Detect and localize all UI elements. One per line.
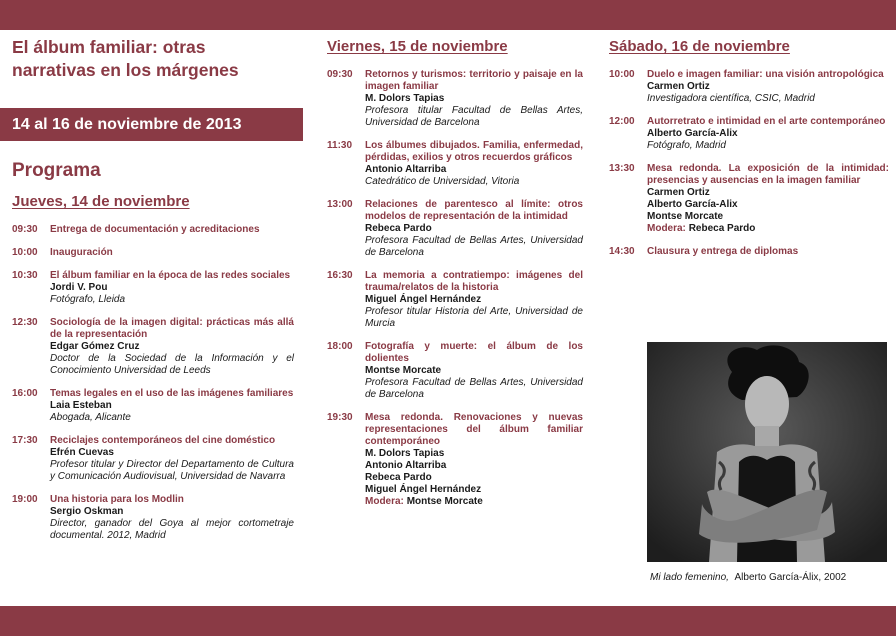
session-title: Entrega de documentación y acreditaciones: [50, 224, 260, 235]
speaker-name: M. Dolors Tapias: [365, 93, 445, 104]
session-title: Reciclajes contemporáneos del cine doméstico: [50, 435, 276, 446]
moderator-label: Modera:: [365, 496, 404, 507]
speaker-name: Antonio Altarriba: [365, 460, 447, 471]
session: [609, 163, 889, 235]
session: [327, 199, 583, 259]
session-time: 17:30: [12, 435, 38, 446]
speaker-affiliation: Abogada, Alicante: [50, 412, 131, 423]
moderator-label: Modera:: [647, 223, 686, 234]
session-title: El álbum familiar en la época de las redes sociales: [50, 270, 291, 281]
session: [609, 69, 889, 105]
day-title-viernes: Viernes, 15 de noviembre: [327, 38, 508, 55]
session: [12, 388, 294, 424]
speaker-name: Rebeca Pardo: [365, 223, 432, 234]
day-title-jueves: Jueves, 14 de noviembre: [12, 193, 190, 210]
speaker-affiliation: Fotógrafo, Madrid: [647, 140, 726, 151]
date-band: 14 al 16 de noviembre de 2013: [0, 108, 303, 141]
jueves-schedule: [12, 193, 294, 553]
speaker-name: Antonio Altarriba: [365, 164, 447, 175]
session-time: 16:30: [327, 270, 353, 281]
session: [12, 494, 294, 542]
session-title: Mesa redonda. Renovaciones y nuevas representaciones del álbum familiar contemporáneo: [365, 412, 583, 447]
speaker-name: Carmen Ortiz: [647, 81, 710, 92]
session: [12, 317, 294, 377]
speaker-name: M. Dolors Tapias: [365, 448, 445, 459]
session-title: Relaciones de parentesco al límite: otros modelos de representación de la intimidad: [365, 199, 583, 222]
session: [327, 140, 583, 188]
column-jueves: [12, 34, 294, 82]
session: [609, 116, 889, 152]
speaker-affiliation: Profesora Facultad de Bellas Artes, Universidad de Barcelona: [365, 235, 583, 258]
session-time: 13:00: [327, 199, 353, 210]
speaker-affiliation: Doctor de la Sociedad de la Información y el Conocimiento Universidad de Leeds: [50, 353, 294, 376]
session-time: 18:00: [327, 341, 353, 352]
speaker-affiliation: Catedrático de Universidad, Vitoria: [365, 176, 520, 187]
speaker-name: Rebeca Pardo: [365, 472, 432, 483]
column-viernes: [327, 38, 583, 519]
caption-author: Alberto García-Álix, 2002: [734, 572, 847, 583]
moderator-line: [365, 496, 583, 508]
session: [327, 69, 583, 129]
session: [12, 435, 294, 483]
session-title: Inauguración: [50, 247, 113, 258]
session: [327, 270, 583, 330]
speaker-name: Alberto García-Alix: [647, 199, 738, 210]
session-title: Clausura y entrega de diplomas: [647, 246, 799, 257]
session-title: Autorretrato e intimidad en el arte contemporáneo: [647, 116, 886, 127]
column-sabado: [609, 38, 889, 269]
session-time: 12:00: [609, 116, 635, 127]
session-time: 14:30: [609, 246, 635, 257]
session-title: Mesa redonda. La exposición de la intimidad: presencias y ausencias en la imagen familiar: [647, 163, 889, 186]
page-title: El álbum familiar: otras narrativas en los márgenes: [12, 37, 239, 80]
speaker-name: Laia Esteban: [50, 400, 112, 411]
speaker-name: Jordi V. Pou: [50, 282, 108, 293]
session-time: 11:30: [327, 140, 353, 151]
speaker-affiliation: Profesor titular y Director del Departamento de Cultura y Comunicación Audiovisual, Universidad de Navarra: [50, 459, 294, 482]
speaker-name: Sergio Oskman: [50, 506, 124, 517]
session-time: 10:00: [609, 69, 635, 80]
speaker-name: Montse Morcate: [647, 211, 724, 222]
speaker-name: Edgar Gómez Cruz: [50, 341, 140, 352]
session-title: Temas legales en el uso de las imágenes familiares: [50, 388, 294, 399]
top-color-bar: [0, 0, 896, 30]
moderator-line: [647, 223, 889, 235]
moderator-name: Montse Morcate: [406, 496, 483, 507]
speaker-name: Montse Morcate: [365, 365, 442, 376]
caption-title: Mi lado femenino,: [650, 572, 729, 583]
session-title: Duelo e imagen familiar: una visión antropológica: [647, 69, 884, 80]
speaker-affiliation: Profesora Facultad de Bellas Artes, Universidad de Barcelona: [365, 377, 583, 400]
speaker-name: Efrén Cuevas: [50, 447, 114, 458]
session: [12, 224, 294, 236]
session-time: 10:30: [12, 270, 38, 281]
speaker-affiliation: Director, ganador del Goya al mejor cortometraje documental. 2012, Madrid: [50, 518, 294, 541]
moderator-name: Rebeca Pardo: [688, 223, 756, 234]
photo-caption: [650, 572, 890, 583]
day-title-sabado: Sábado, 16 de noviembre: [609, 38, 790, 55]
programa-heading: Programa: [12, 160, 101, 181]
session-title: Los álbumes dibujados. Familia, enfermedad, pérdidas, exilios y otros recuerdos gráficos: [365, 140, 583, 163]
session: [609, 246, 889, 258]
speaker-affiliation: Profesora titular Facultad de Bellas Artes, Universidad de Barcelona: [365, 105, 583, 128]
session-title: Fotografía y muerte: el álbum de los dolientes: [365, 341, 583, 364]
session: [327, 341, 583, 401]
session-title: Una historia para los Modlin: [50, 494, 184, 505]
session-time: 09:30: [12, 224, 38, 235]
speaker-name: Alberto García-Alix: [647, 128, 738, 139]
session-time: 16:00: [12, 388, 38, 399]
session-time: 19:30: [327, 412, 353, 423]
session: [327, 412, 583, 508]
speaker-affiliation: Profesor titular Historia del Arte, Universidad de Murcia: [365, 306, 583, 329]
portrait-photo: [647, 342, 887, 562]
speaker-name: Carmen Ortiz: [647, 187, 710, 198]
bottom-color-bar: [0, 606, 896, 636]
session-time: 09:30: [327, 69, 353, 80]
speaker-affiliation: Investigadora científica, CSIC, Madrid: [647, 93, 815, 104]
session-time: 12:30: [12, 317, 38, 328]
speaker-name: Miguel Ángel Hernández: [365, 294, 482, 305]
session-time: 10:00: [12, 247, 38, 258]
session-title: La memoria a contratiempo: imágenes del trauma/relatos de la historia: [365, 270, 583, 293]
speaker-affiliation: Fotógrafo, Lleida: [50, 294, 126, 305]
portrait-illustration: [647, 342, 887, 562]
session: [12, 247, 294, 259]
session-time: 19:00: [12, 494, 38, 505]
session: [12, 270, 294, 306]
session-time: 13:30: [609, 163, 635, 174]
session-title: Sociología de la imagen digital: prácticas más allá de la representación: [50, 317, 294, 340]
speaker-name: Miguel Ángel Hernández: [365, 484, 482, 495]
session-title: Retornos y turismos: territorio y paisaje en la imagen familiar: [365, 69, 583, 92]
